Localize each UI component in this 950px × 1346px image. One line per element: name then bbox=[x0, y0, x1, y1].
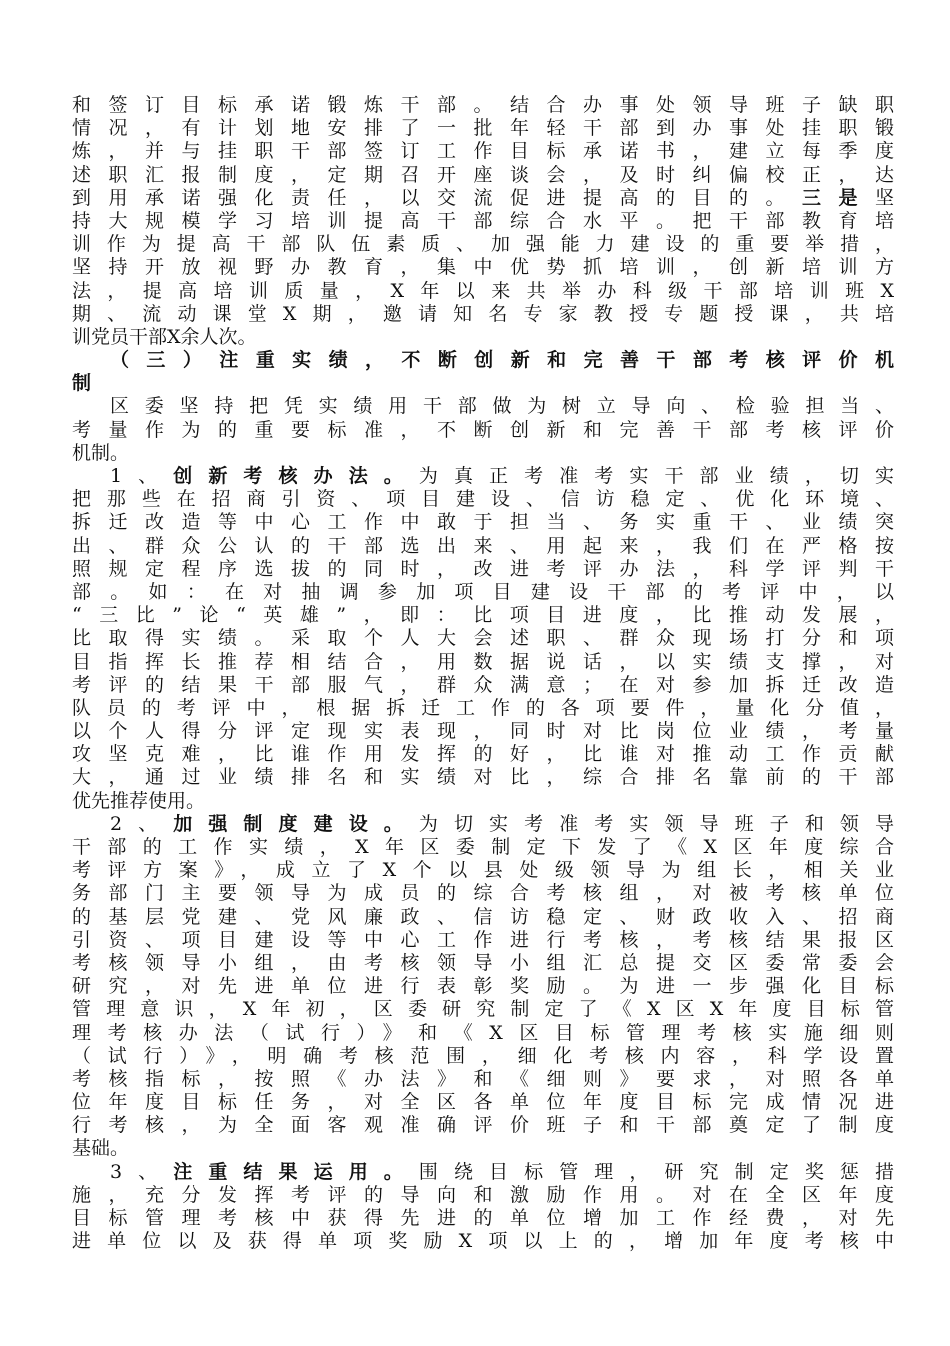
document-page bbox=[72, 94, 894, 1253]
text-line: （试行）》，明确考核范围，细化考核内容，科学设置 bbox=[72, 1044, 894, 1067]
text-line: 期、流动课堂X期，邀请知名专家教授专题授课，共培 bbox=[72, 302, 894, 325]
text-line bbox=[72, 1161, 894, 1184]
text-line: 坚持开放视野办教育，集中优势抓培训，创新培训方 bbox=[72, 256, 894, 279]
text-line: 研究，对先进单位进行表彰奖励。为进一步强化目标 bbox=[72, 975, 894, 998]
bold-text-fragment: 三是 bbox=[801, 186, 875, 209]
text-line bbox=[72, 813, 894, 836]
text-line: 理考核办法（试行）》和《X区目标管理考核实施细则 bbox=[72, 1021, 894, 1044]
text-line: 出、群众公认的干部选出来、用起来，我们在严格按 bbox=[72, 534, 894, 557]
text-line: 照规定程序选拔的同时，改进考评办法，科学评判干 bbox=[72, 557, 894, 580]
text-line: 目标管理考核中获得先进的单位增加工作经费，对先 bbox=[72, 1207, 894, 1229]
bold-text-fragment: 创新考核办法。 bbox=[173, 465, 419, 487]
text-line: 优先推荐使用。 bbox=[72, 789, 206, 812]
text-line: 引资、项目建设等中心工作进行考核，考核结果报区 bbox=[72, 928, 894, 951]
text-line: 比取得实绩。采取个人大会述职、群众现场打分和项 bbox=[72, 627, 894, 650]
text-line bbox=[72, 187, 894, 210]
text-line: 位年度目标任务，对全区各单位年度目标完成情况进 bbox=[72, 1091, 894, 1114]
text-line: 和签订目标承诺锻炼干部。结合办事处领导班子缺职 bbox=[72, 94, 894, 116]
text-line: 队员的考评中，根据拆迁工作的各项要件，量化分值， bbox=[72, 696, 894, 719]
text-line: 干部的工作实绩，X年区委制定下发了《X区年度综合 bbox=[72, 836, 894, 858]
text-line: 目指挥长推荐相结合，用数据说话，以实绩支撑，对 bbox=[72, 650, 894, 673]
text-line: 考评方案》，成立了X个以县处级领导为组长，相关业 bbox=[72, 859, 894, 882]
text-line: 述职汇报制度，定期召开座谈会，及时纠偏校正，达 bbox=[72, 163, 894, 186]
text-line: 区委坚持把凭实绩用干部做为树立导向、检验担当、 bbox=[110, 395, 894, 418]
text-line: 情况，有计划地安排了一批年轻干部到办事处挂职锻 bbox=[72, 117, 894, 140]
text-fragment: 围绕目标管理，研究制定奖惩措 bbox=[418, 1160, 894, 1183]
text-line: 炼，并与挂职干部签订工作目标承诺书，建立每季度 bbox=[72, 140, 894, 163]
text-line: 施，充分发挥考评的导向和激励作用。对在全区年度 bbox=[72, 1183, 894, 1206]
bold-text-fragment: 注重结果运用。 bbox=[173, 1160, 419, 1183]
text-fragment: 到用承诺强化责任，以交流促进提高的目的。 bbox=[72, 186, 802, 209]
text-line: 以个人得分评定现实表现，同时对比岗位业绩，考量 bbox=[72, 720, 894, 743]
text-line: 务部门主要领导为成员的综合考核组，对被考核单位 bbox=[72, 882, 894, 905]
text-line: 拆迁改造等中心工作中敢于担当、务实重干、业绩突 bbox=[72, 511, 894, 534]
text-line bbox=[72, 372, 894, 395]
text-fragment: 坚 bbox=[874, 186, 894, 209]
text-line: 考评的结果干部服气，群众满意；在对参加拆迁改造 bbox=[72, 673, 894, 696]
text-line: 管理意识，X年初，区委研究制定了《X区X年度目标管 bbox=[72, 998, 894, 1021]
text-line: 攻坚克难，比谁作用发挥的好，比谁对推动工作贡献 bbox=[72, 743, 894, 766]
text-line: 机制。 bbox=[72, 441, 130, 464]
text-fragment: 2、 bbox=[110, 812, 174, 835]
text-line bbox=[72, 349, 894, 372]
text-line: 把那些在招商引资、项目建设、信访稳定、优化环境、 bbox=[72, 488, 894, 511]
bold-text-fragment: 制 bbox=[72, 372, 92, 395]
text-line: 大，通过业绩排名和实绩对比，综合排名靠前的干部 bbox=[72, 766, 894, 789]
text-line: 行考核，为全面客观准确评价班子和干部奠定了制度 bbox=[72, 1114, 894, 1137]
text-line: 考核指标，按照《办法》和《细则》要求，对照各单 bbox=[72, 1067, 894, 1090]
text-line: 考核领导小组，由考核领导小组汇总提交区委常委会 bbox=[72, 951, 894, 974]
text-line: 训党员干部X余人次。 bbox=[72, 325, 257, 348]
text-line: 法，提高培训质量，X年以来共举办科级干部培训班X bbox=[72, 279, 894, 302]
bold-text-fragment: 加强制度建设。 bbox=[173, 812, 419, 835]
text-line: 基础。 bbox=[72, 1137, 130, 1160]
text-fragment: 为真正考准考实干部业绩，切实 bbox=[418, 465, 894, 487]
text-line: 进单位以及获得单项奖励X项以上的，增加年度考核中 bbox=[72, 1230, 894, 1253]
text-line: “三比”论“英雄”，即：比项目进度，比推动发展， bbox=[72, 604, 894, 627]
text-line: 训作为提高干部队伍素质、加强能力建设的重要举措， bbox=[72, 233, 894, 256]
text-fragment: 3、 bbox=[110, 1160, 174, 1183]
text-fragment: 为切实考准考实领导班子和领导 bbox=[418, 812, 894, 835]
text-line: 部。如：在对抽调参加项目建设干部的考评中，以 bbox=[72, 580, 894, 603]
text-line bbox=[72, 465, 894, 488]
bold-text-fragment: （三）注重实绩，不断创新和完善干部考核评价机 bbox=[110, 349, 894, 372]
text-line: 考量作为的重要标准，不断创新和完善干部考核评价 bbox=[72, 418, 894, 441]
text-fragment: 1、 bbox=[110, 465, 174, 487]
text-line: 的基层党建、党风廉政、信访稳定、财政收入、招商 bbox=[72, 905, 894, 928]
text-line: 持大规模学习培训提高干部综合水平。把干部教育培 bbox=[72, 209, 894, 232]
